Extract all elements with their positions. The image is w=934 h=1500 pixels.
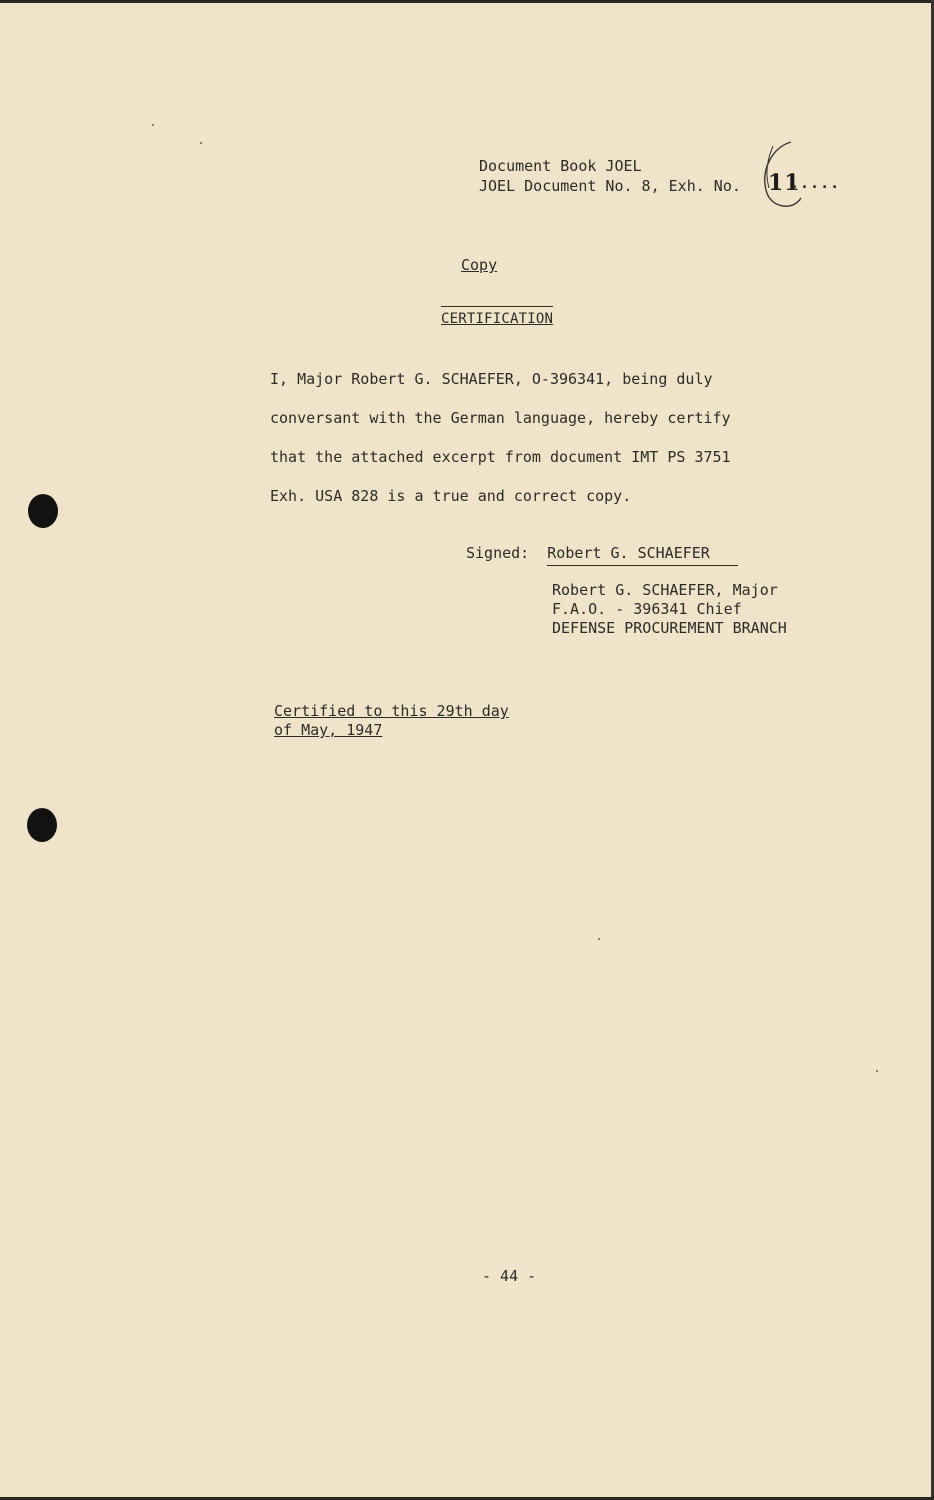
paper-speck <box>200 142 202 144</box>
certified-line-2: of May, 1947 <box>274 721 383 739</box>
document-header <box>479 156 741 196</box>
header-book-line: Document Book JOEL <box>479 157 642 175</box>
punch-hole-lower <box>27 808 57 842</box>
exhibit-number-dots: ..... <box>790 174 841 192</box>
certification-title: CERTIFICATION <box>441 306 553 327</box>
signed-row <box>466 544 738 566</box>
paper-speck <box>876 1070 878 1072</box>
signatory-serial: F.A.O. - 396341 Chief <box>552 600 742 618</box>
signatory-name-rank: Robert G. SCHAEFER, Major <box>552 581 778 599</box>
body-line: that the attached excerpt from document IMT PS 3751 <box>270 448 731 466</box>
paper-speck <box>152 124 154 126</box>
exhibit-number: 11 <box>768 170 801 196</box>
body-line: Exh. USA 828 is a true and correct copy. <box>270 487 632 505</box>
header-document-line: JOEL Document No. 8, Exh. No. <box>479 177 741 195</box>
certified-line-1: Certified to this 29th day <box>274 702 509 720</box>
page-number: - 44 - <box>482 1267 537 1285</box>
body-line: I, Major Robert G. SCHAEFER, O-396341, being duly <box>270 370 713 388</box>
signature-block <box>552 581 787 638</box>
copy-label: Copy <box>461 256 498 274</box>
punch-hole-upper <box>28 494 58 528</box>
signatory-branch: DEFENSE PROCUREMENT BRANCH <box>552 619 787 637</box>
body-line: conversant with the German language, hereby certify <box>270 409 731 427</box>
certified-date <box>274 702 509 740</box>
scan-edge-top <box>0 0 934 3</box>
paper-speck <box>598 938 600 940</box>
certification-body <box>270 369 790 525</box>
signed-label: Signed: <box>466 544 530 562</box>
signed-name: Robert G. SCHAEFER <box>547 544 738 566</box>
